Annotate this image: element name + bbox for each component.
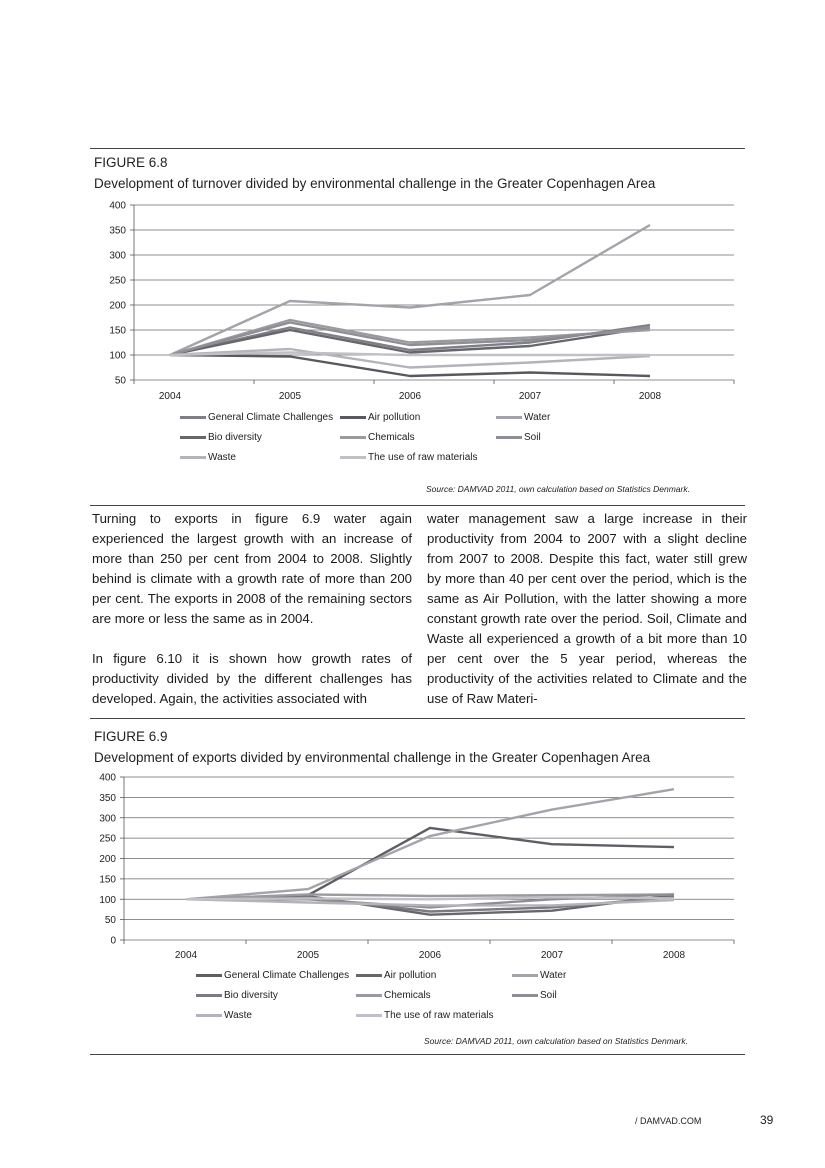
body-paragraph-exports: Turning to exports in figure 6.9 water again experienced the largest growth with an increase of more than 250 per cent from 2004 to 2008. Slightly behind is climate with a growth rate of more than 200 per cent. The exports in 2008 of the remaining sectors are more or less the same as in 2004. [92,511,412,626]
legend-label: General Climate Challenges [208,412,334,423]
legend-label: Waste [208,452,236,463]
legend-item-waste [196,1010,252,1021]
figure-6-9-title: Development of exports divided by environmental challenge in the Greater Copenhagen Area [94,750,651,765]
x-tick-label-2005: 2005 [278,391,302,402]
legend-item-bio-diversity [180,432,262,443]
legend-swatch [356,974,382,977]
legend-swatch [340,416,366,419]
legend-item-general-climate-challenges [196,970,349,981]
y-tick-label-400: 400 [109,200,126,212]
legend-swatch [356,994,382,997]
figure-6-9-source: Source: DAMVAD 2011, own calculation based on Statistics Denmark. [424,1036,688,1046]
legend-label: Air pollution [384,970,437,981]
y-tick-label-250: 250 [99,833,116,845]
series-line-air-pollution [170,355,650,376]
legend-swatch [180,456,206,459]
legend-item-waste [180,452,236,463]
legend-label: Soil [540,990,557,1001]
legend-swatch [496,416,522,419]
y-tick-label-100: 100 [109,350,126,362]
legend-swatch [496,436,522,439]
legend-swatch [180,436,206,439]
legend-swatch [196,994,222,997]
exports-line-chart [90,770,750,970]
x-tick-label-2007: 2007 [540,950,564,961]
x-tick-label-2004: 2004 [174,950,198,961]
legend-label: The use of raw materials [368,452,478,463]
legend-item-the-use-of-raw-materials [356,1010,494,1021]
x-tick-label-2007: 2007 [518,391,542,402]
legend-swatch [512,974,538,977]
legend-label: General Climate Challenges [224,970,350,981]
body-paragraph-productivity: In figure 6.10 it is shown how growth rates of productivity divided by the different challenges has developed. Again, the activities associated with [92,651,412,706]
legend-item-air-pollution [340,412,420,423]
legend-item-soil [512,990,557,1001]
legend-label: Air pollution [368,412,421,423]
legend-item-bio-diversity [196,990,278,1001]
y-tick-label-200: 200 [109,300,126,312]
legend-label: Waste [224,1010,252,1021]
legend-item-the-use-of-raw-materials [340,452,478,463]
legend-item-general-climate-challenges [180,412,333,423]
legend-swatch [356,1014,382,1017]
legend-label: Chemicals [368,432,415,443]
y-tick-label-0: 0 [110,935,116,947]
y-tick-label-300: 300 [109,250,126,262]
legend-label: Water [540,970,567,981]
figure-6-9-top-rule [90,718,745,719]
legend-swatch [196,1014,222,1017]
figure-6-8-bottom-rule [90,505,745,506]
legend-label: Bio diversity [208,432,262,443]
legend-item-soil [496,432,541,443]
y-tick-label-300: 300 [99,813,116,825]
x-tick-label-2006: 2006 [398,391,422,402]
y-tick-label-50: 50 [104,915,116,927]
turnover-line-chart [90,196,750,404]
page-number: 39 [760,1113,774,1127]
x-tick-label-2006: 2006 [418,950,442,961]
body-text-left-column [92,509,412,729]
legend-swatch [340,456,366,459]
x-tick-label-2005: 2005 [296,950,320,961]
legend-label: Chemicals [384,990,431,1001]
legend-item-chemicals [356,990,431,1001]
y-tick-label-350: 350 [109,225,126,237]
x-tick-label-2008: 2008 [662,950,686,961]
footer-website: / DAMVAD.COM [635,1116,702,1126]
legend-label: Water [524,412,551,423]
legend-label: The use of raw materials [384,1010,494,1021]
y-tick-label-350: 350 [99,792,116,804]
legend-item-air-pollution [356,970,436,981]
x-tick-label-2004: 2004 [158,391,182,402]
figure-6-8-source: Source: DAMVAD 2011, own calculation based on Statistics Denmark. [426,484,690,494]
y-tick-label-250: 250 [109,275,126,287]
exports-chart-legend [196,970,616,1030]
turnover-chart-legend [180,412,600,472]
body-text-right-column [427,509,747,729]
y-tick-label-150: 150 [99,874,116,886]
y-tick-label-100: 100 [99,894,116,906]
legend-swatch [180,416,206,419]
y-tick-label-400: 400 [99,772,116,784]
y-tick-label-50: 50 [114,375,126,387]
legend-label: Bio diversity [224,990,278,1001]
body-paragraph-water: water management saw a large increase in their productivity from 2004 to 2007 with a slight decline from 2007 to 2008. Despite this fact, water still grew by more than 40 per cent over the period, which is the same as Air Pollution, with the latter showing a more constant growth rate over the period. Soil, Climate and Waste all experienced a growth of a bit more than 10 per cent over the 5 year period, whereas the productivity of the activities related to Climate and the use of Raw Materi- [427,511,747,706]
legend-swatch [340,436,366,439]
legend-label: Soil [524,432,541,443]
legend-item-water [496,412,550,423]
legend-swatch [512,994,538,997]
legend-item-water [512,970,566,981]
legend-item-chemicals [340,432,415,443]
figure-6-8-label: FIGURE 6.8 [94,155,168,170]
top-rule [90,148,745,149]
y-tick-label-200: 200 [99,854,116,865]
figure-6-8-title: Development of turnover divided by environmental challenge in the Greater Copenhagen Area [94,176,656,191]
legend-swatch [196,974,222,977]
series-line-general-climate-challenges [186,828,674,899]
figure-6-9-bottom-rule [90,1054,745,1055]
x-tick-label-2008: 2008 [638,391,662,402]
figure-6-9-label: FIGURE 6.9 [94,729,168,744]
y-tick-label-150: 150 [109,325,126,337]
